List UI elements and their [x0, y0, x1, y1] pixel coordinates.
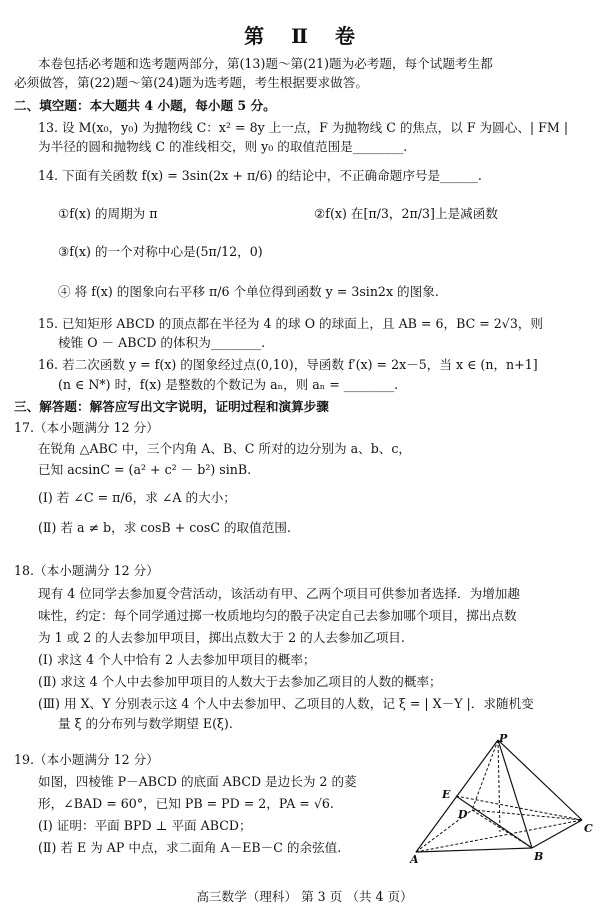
q19-header: 19.（本小题满分 12 分） [14, 752, 159, 767]
q18-line-1: 现有 4 位同学去参加夏令营活动，该活动有甲、乙两个项目可供参加者选择．为增加趣 [38, 586, 520, 601]
q18-line-3: 为 1 或 2 的人去参加甲项目，掷出点数大于 2 的人去参加乙项目. [38, 630, 405, 645]
q15-line-2: 棱锥 O － ABCD 的体积为________. [58, 335, 266, 350]
q13-line-1: 13. 设 M(x₀，y₀) 为抛物线 C：x² = 8y 上一点，F 为抛物线 C 的焦点，以 F 为圆心、| FM | [38, 120, 569, 135]
q18-part-3-cont: 量 ξ 的分布列与数学期望 E(ξ). [58, 716, 233, 731]
q14-option-1: ①f(x) 的周期为 π [58, 206, 158, 221]
q17-part-2: (Ⅱ) 若 a ≠ b，求 cosB + cosC 的取值范围. [38, 520, 291, 535]
intro-line-2: 必须做答，第(22)题～第(24)题为选考题，考生根据要求做答。 [14, 75, 368, 90]
page-title: 第 Ⅱ 卷 [244, 24, 365, 48]
pyramid-figure [408, 732, 600, 864]
q14-option-3: ③f(x) 的一个对称中心是(5π/12，0) [58, 244, 263, 259]
q19-line-1: 如图，四棱锥 P－ABCD 的底面 ABCD 是边长为 2 的菱 [38, 774, 357, 789]
section-answer-heading: 三、解答题：解答应写出文字说明，证明过程和演算步骤 [14, 399, 329, 414]
q16-line-2: (n ∈ N*) 时，f(x) 是整数的个数记为 aₙ，则 aₙ = ________. [58, 377, 399, 392]
label-P: P [499, 732, 508, 745]
label-B: B [534, 850, 544, 863]
q16-line-1: 16. 若二次函数 y = f(x) 的图象经过点(0,10)，导函数 f′(x) = 2x－5，当 x ∈ (n，n+1] [38, 357, 538, 372]
q18-header: 18.（本小题满分 12 分） [14, 563, 159, 578]
label-D: D [458, 808, 468, 821]
q15-line-1: 15. 已知矩形 ABCD 的顶点都在半径为 4 的球 O 的球面上，且 AB = 6，BC = 2√3，则 [38, 316, 544, 331]
q17-header: 17.（本小题满分 12 分） [14, 420, 159, 435]
page-footer: 高三数学（理科） 第 3 页 （共 4 页） [196, 889, 413, 904]
q14-option-2: ②f(x) 在[π/3，2π/3]上是减函数 [314, 206, 498, 221]
q17-line-1: 在锐角 △ABC 中，三个内角 A、B、C 所对的边分别为 a、b、c， [38, 441, 411, 456]
q17-part-1: (Ⅰ) 若 ∠C = π/6，求 ∠A 的大小； [38, 490, 236, 505]
edge-BC [532, 820, 582, 848]
section-fill-in-heading: 二、填空题：本大题共 4 小题，每小题 5 分。 [14, 98, 276, 113]
height-line [498, 740, 500, 832]
label-E: E [442, 788, 451, 801]
q17-line-2: 已知 acsinC = (a² + c² － b²) sinB. [38, 462, 252, 477]
q19-part-2: (Ⅱ) 若 E 为 AP 中点，求二面角 A－EB－C 的余弦值. [38, 840, 342, 855]
intro-line-1: 本卷包括必考题和选考题两部分，第(13)题～第(21)题为必考题，每个试题考生都 [38, 56, 493, 71]
q14-option-4: ④ 将 f(x) 的图象向右平移 π/6 个单位得到函数 y = 3sin2x 的图象. [58, 284, 439, 299]
label-C: C [584, 822, 593, 835]
q19-part-1: (Ⅰ) 证明：平面 BPD ⊥ 平面 ABCD； [38, 818, 252, 833]
q18-part-2: (Ⅱ) 求这 4 个人中去参加甲项目的人数大于去参加乙项目的人数的概率； [38, 674, 442, 689]
q13-line-2: 为半径的圆和抛物线 C 的准线相交，则 y₀ 的取值范围是________. [38, 139, 408, 154]
q18-part-1: (Ⅰ) 求这 4 个人中恰有 2 人去参加甲项目的概率； [38, 652, 316, 667]
label-A: A [410, 853, 419, 864]
q19-line-2: 形，∠BAD = 60°，已知 PB = PD = 2，PA = √6. [38, 796, 334, 811]
edge-DB [472, 810, 532, 848]
q18-part-3: (Ⅲ) 用 X、Y 分别表示这 4 个人中去参加甲、乙项目的人数，记 ξ = | X－Y |．求随机变 [38, 696, 534, 711]
q14-stem: 14. 下面有关函数 f(x) = 3sin(2x + π/6) 的结论中，不正确命题序号是______. [38, 168, 482, 183]
q18-line-2: 味性，约定：每个同学通过掷一枚质地均匀的骰子决定自己去参加哪个项目，掷出点数 [38, 608, 517, 623]
